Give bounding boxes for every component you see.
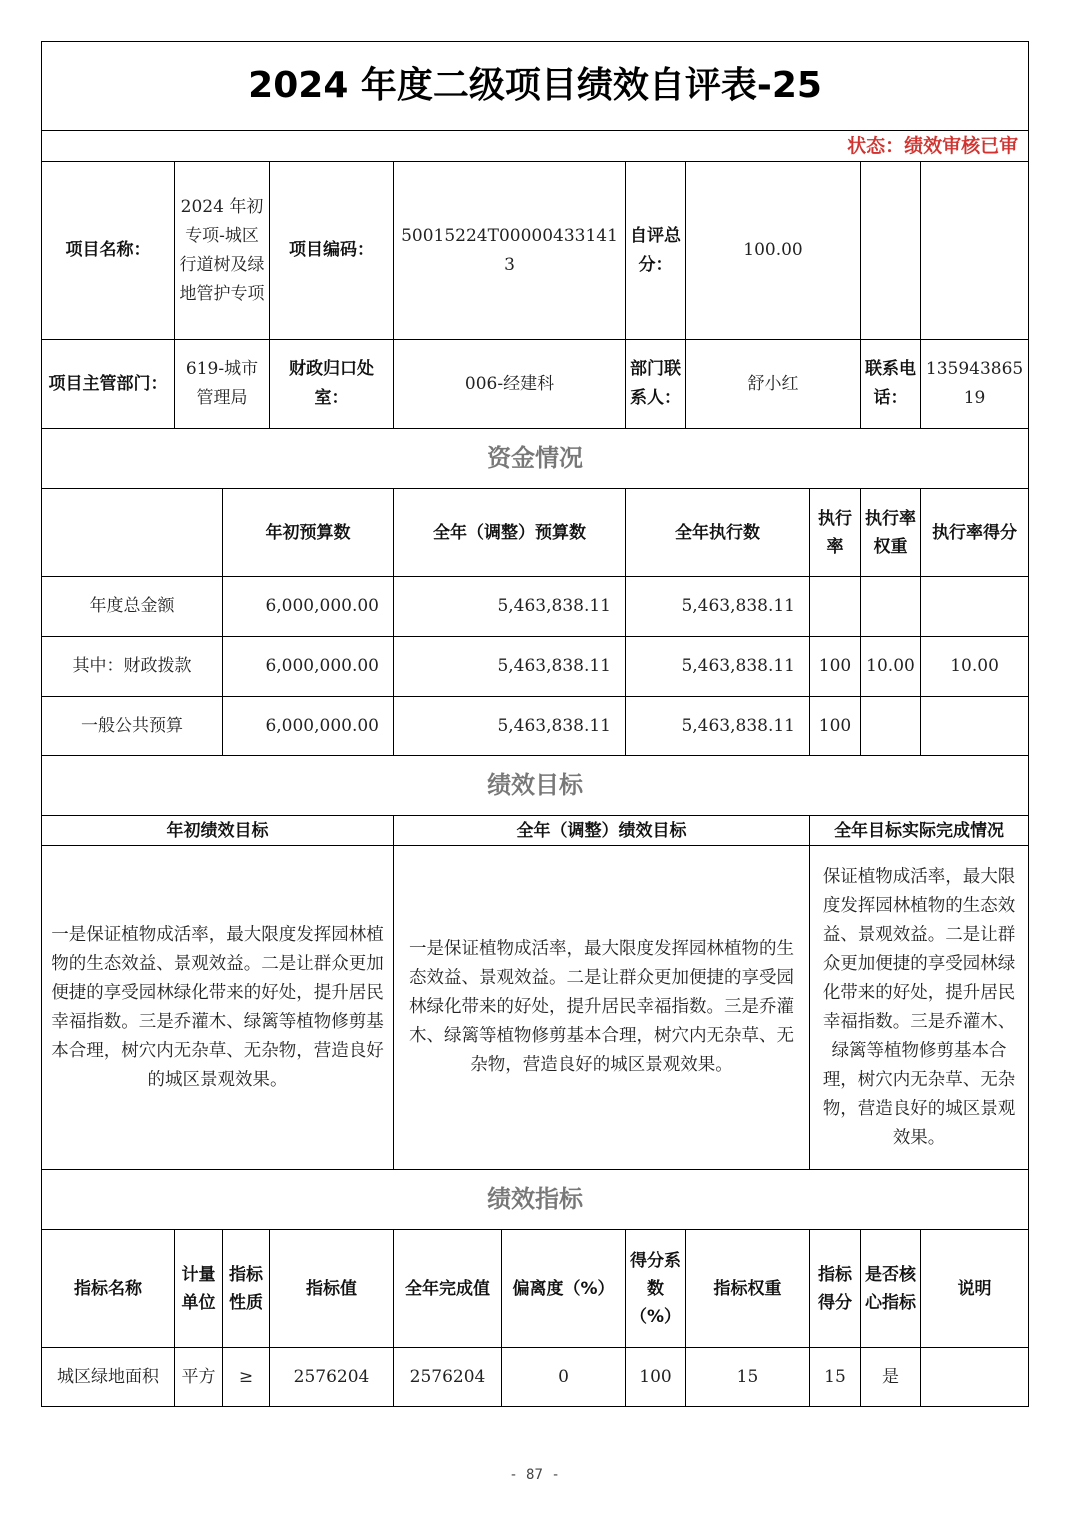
funds-cell: 5,463,838.11 [626,697,810,756]
indicators-section-title: 绩效指标 [42,1170,1029,1230]
project-code-value: 50015224T000004331413 [394,162,626,340]
finance-value: 006-经建科 [394,340,626,429]
funds-cell: 100 [810,637,861,697]
indicator-cell: 100 [626,1348,686,1407]
project-code-label: 项目编码： [270,162,394,340]
table-row [42,637,1029,697]
empty-cell [861,162,921,340]
funds-header: 全年执行数 [626,489,810,577]
funds-header: 执行率 [810,489,861,577]
indicator-cell: 15 [686,1348,810,1407]
score-value: 100.00 [686,162,861,340]
indicator-header: 是否核心指标 [861,1230,921,1348]
indicator-header: 指标性质 [223,1230,270,1348]
funds-header: 年初预算数 [223,489,394,577]
evaluation-table [41,41,1029,1407]
page-number: - 87 - [509,1467,560,1483]
funds-row-label: 一般公共预算 [42,697,223,756]
score-label: 自评总分： [626,162,686,340]
indicator-header: 说明 [921,1230,1029,1348]
empty-cell [921,162,1029,340]
indicator-cell: 15 [810,1348,861,1407]
funds-cell: 10.00 [861,637,921,697]
funds-cell [921,697,1029,756]
indicator-header: 指标值 [270,1230,394,1348]
funds-header [42,489,223,577]
adjusted-goal-text: 一是保证植物成活率，最大限度发挥园林植物的生态效益、景观效益。二是让群众更加便捷的享受园林绿化带来的好处，提升居民幸福指数。三是乔灌木、绿篱等植物修剪基本合理，树穴内无杂草、无杂物，营造良好的城区景观效果。 [394,846,810,1170]
table-row [42,1348,1029,1407]
indicator-cell: 0 [502,1348,626,1407]
indicator-cell: 2576204 [270,1348,394,1407]
indicator-cell [921,1348,1029,1407]
funds-row-label: 其中：财政拨款 [42,637,223,697]
contact-value: 舒小红 [686,340,861,429]
funds-header: 执行率得分 [921,489,1029,577]
evaluation-form [41,41,1028,1407]
phone-label: 联系电话： [861,340,921,429]
phone-value: 13594386519 [921,340,1029,429]
finance-label: 财政归口处室： [270,340,394,429]
contact-label: 部门联系人： [626,340,686,429]
funds-cell [861,577,921,637]
funds-cell: 5,463,838.11 [626,637,810,697]
funds-cell [861,697,921,756]
funds-cell [810,577,861,637]
indicator-header: 偏离度（%） [502,1230,626,1348]
dept-label: 项目主管部门： [42,340,175,429]
form-title: 2024 年度二级项目绩效自评表-25 [42,42,1029,131]
goals-header: 年初绩效目标 [42,816,394,846]
funds-header: 执行率权重 [861,489,921,577]
indicator-header: 指标得分 [810,1230,861,1348]
goals-section-title: 绩效目标 [42,756,1029,816]
status-text: 状态：绩效审核已审 [42,131,1029,162]
funds-section-title: 资金情况 [42,429,1029,489]
indicator-header: 指标名称 [42,1230,175,1348]
funds-cell: 5,463,838.11 [394,697,626,756]
indicator-cell: 城区绿地面积 [42,1348,175,1407]
funds-row-label: 年度总金额 [42,577,223,637]
project-name-value: 2024 年初专项-城区行道树及绿地管护专项 [175,162,270,340]
indicator-header: 指标权重 [686,1230,810,1348]
goals-header: 全年目标实际完成情况 [810,816,1029,846]
funds-cell: 6,000,000.00 [223,577,394,637]
funds-cell: 6,000,000.00 [223,637,394,697]
indicator-cell: 2576204 [394,1348,502,1407]
funds-cell: 5,463,838.11 [394,637,626,697]
funds-cell: 6,000,000.00 [223,697,394,756]
indicator-header: 计量单位 [175,1230,223,1348]
goals-header: 全年（调整）绩效目标 [394,816,810,846]
indicator-header: 得分系数（%） [626,1230,686,1348]
funds-cell [921,577,1029,637]
table-row [42,577,1029,637]
table-row [42,697,1029,756]
actual-completion-text: 保证植物成活率，最大限度发挥园林植物的生态效益、景观效益。二是让群众更加便捷的享受园林绿化带来的好处，提升居民幸福指数。三是乔灌木、绿篱等植物修剪基本合理，树穴内无杂草、无杂物，营造良好的城区景观效果。 [810,846,1029,1170]
project-name-label: 项目名称： [42,162,175,340]
indicator-cell: 平方 [175,1348,223,1407]
indicator-cell: ≥ [223,1348,270,1407]
funds-cell: 5,463,838.11 [626,577,810,637]
funds-cell: 5,463,838.11 [394,577,626,637]
funds-cell: 10.00 [921,637,1029,697]
funds-header: 全年（调整）预算数 [394,489,626,577]
dept-value: 619-城市管理局 [175,340,270,429]
initial-goal-text: 一是保证植物成活率，最大限度发挥园林植物的生态效益、景观效益。二是让群众更加便捷的享受园林绿化带来的好处，提升居民幸福指数。三是乔灌木、绿篱等植物修剪基本合理，树穴内无杂草、无杂物，营造良好的城区景观效果。 [42,846,394,1170]
funds-cell: 100 [810,697,861,756]
indicator-cell: 是 [861,1348,921,1407]
indicator-header: 全年完成值 [394,1230,502,1348]
